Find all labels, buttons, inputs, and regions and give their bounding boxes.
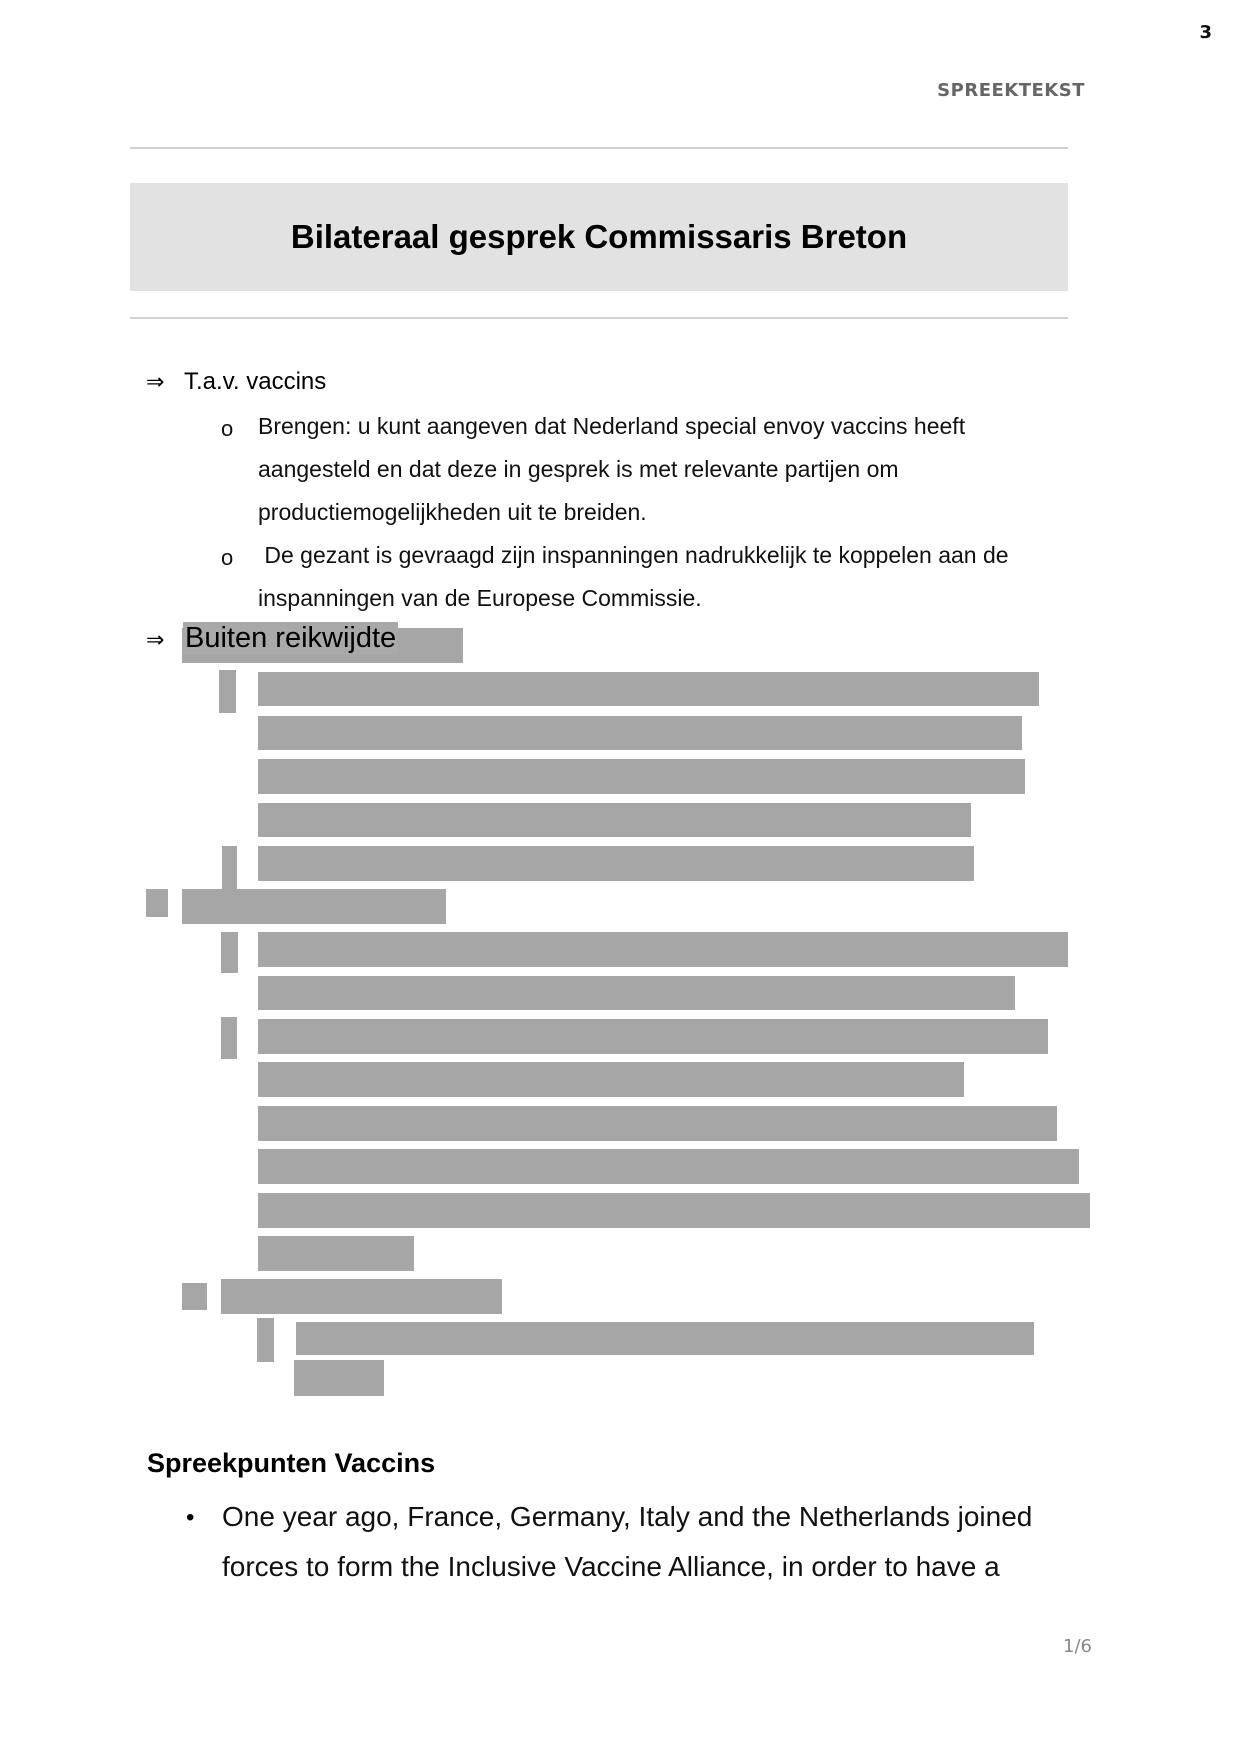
document-title: Bilateraal gesprek Commissaris Breton bbox=[290, 218, 908, 255]
list-item bbox=[258, 534, 1009, 620]
redaction-block bbox=[258, 1193, 1090, 1228]
list-item-line: De gezant is gevraagd zijn inspanningen nadrukkelijk te koppelen aan de bbox=[258, 542, 1009, 568]
redaction-block bbox=[258, 1019, 1048, 1054]
redaction-block bbox=[258, 846, 974, 881]
redaction-block bbox=[258, 716, 1022, 750]
bottom-rule bbox=[130, 317, 1068, 319]
redaction-block bbox=[258, 1236, 414, 1271]
document-label: SPREEKTEKST bbox=[937, 80, 1085, 101]
top-rule bbox=[130, 147, 1068, 149]
redaction-block bbox=[258, 1062, 964, 1097]
speaking-point-line: One year ago, France, Germany, Italy and the Netherlands joined bbox=[222, 1501, 1033, 1532]
redaction-block bbox=[221, 1017, 237, 1059]
redaction-label: Buiten reikwijdte bbox=[185, 622, 397, 654]
redaction-block bbox=[258, 672, 1039, 706]
redaction-block bbox=[221, 932, 238, 973]
redaction-block bbox=[258, 759, 1025, 794]
redaction-block bbox=[258, 1149, 1079, 1184]
arrow-bullet: ⇒ bbox=[146, 628, 165, 653]
redaction-block bbox=[296, 1322, 1034, 1355]
page-number: 3 bbox=[1199, 22, 1212, 43]
redaction-block bbox=[257, 1318, 274, 1362]
section-heading: Spreekpunten Vaccins bbox=[147, 1448, 436, 1478]
sub-bullet: o bbox=[221, 416, 234, 441]
speaking-point-line: forces to form the Inclusive Vaccine Alliance, in order to have a bbox=[222, 1551, 1000, 1582]
redaction-block bbox=[182, 889, 446, 924]
bullet-dot: • bbox=[186, 1504, 195, 1531]
redaction-block bbox=[258, 803, 971, 837]
list-item bbox=[258, 405, 965, 534]
redaction-block bbox=[221, 1279, 502, 1314]
list-item-line: inspanningen van de Europese Commissie. bbox=[258, 585, 702, 611]
redaction-block bbox=[182, 1283, 207, 1310]
title-band bbox=[130, 183, 1068, 291]
redaction-block bbox=[258, 976, 1015, 1010]
redaction-block bbox=[146, 889, 168, 917]
list-item-line: productiemogelijkheden uit te breiden. bbox=[258, 499, 647, 525]
redaction-block bbox=[258, 1106, 1057, 1141]
arrow-bullet: ⇒ bbox=[146, 370, 165, 395]
redaction-block bbox=[219, 670, 236, 713]
pagination: 1/6 bbox=[1063, 1636, 1092, 1657]
speaking-point bbox=[222, 1492, 1032, 1592]
redaction-block bbox=[258, 932, 1068, 967]
sub-bullet: o bbox=[221, 545, 234, 570]
list-item-line: Brengen: u kunt aangeven dat Nederland special envoy vaccins heeft bbox=[258, 413, 966, 439]
section-label-vaccins: T.a.v. vaccins bbox=[184, 368, 327, 395]
list-item-line: aangesteld en dat deze in gesprek is met relevante partijen om bbox=[258, 456, 899, 482]
redaction-block bbox=[294, 1360, 384, 1396]
redaction-block bbox=[222, 846, 237, 890]
